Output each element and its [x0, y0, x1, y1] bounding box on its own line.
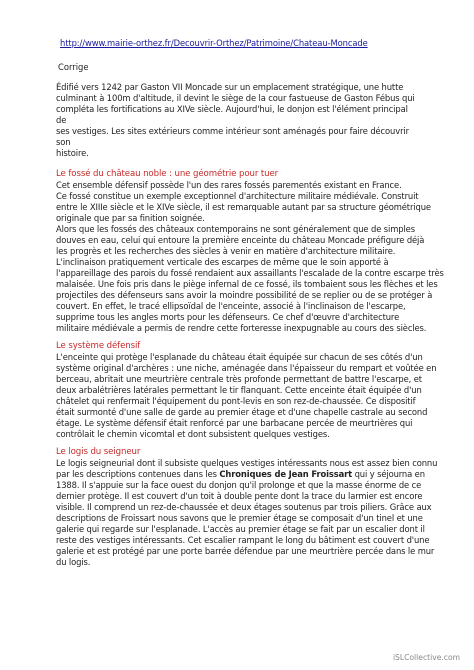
document-page: [56, 38, 444, 575]
section-heading: Le fossé du château noble : une géométrie pour tuer: [56, 169, 279, 179]
section-line: entre le XIIIe siècle et le XIVe siècle, il est remarquable autant par sa structure géométrique: [56, 202, 431, 212]
section-line: militaire médiévale a permis de rendre cette forteresse inexpugnable au cours des siècles.: [56, 323, 427, 333]
section-line: du logis.: [56, 557, 91, 567]
watermark-footer: iSLCollective.com: [392, 653, 460, 662]
section-line: Le logis seigneurial dont il subsiste quelques vestiges intéressants nous est assez bien connu: [56, 458, 438, 468]
line-text: qui y séjourna en: [352, 469, 425, 479]
section-line: deux arbalétrières latérales permettant le tir flanquant. Cette enceinte était équipée d'un: [56, 385, 422, 395]
section-line: les progrès et les recherches des siècles à venir en matière d'architecture militaire.: [56, 246, 396, 256]
section-line: descriptions de Froissart nous savons que le premier étage se composait d'un tinel et une: [56, 513, 423, 523]
section-line: 1388. Il s'appuie sur la face ouest du donjon qu'il prolonge et que la masse énorme de ce: [56, 480, 422, 490]
section-line: reste des vestiges intéressants. Cet escalier rampant le long du bâtiment est couvert d'une: [56, 535, 430, 545]
section-line: L'enceinte qui protège l'esplanade du château était équipée sur chacun de ses côtés d'un: [56, 352, 423, 362]
section-line: projectiles des défenseurs sans avoir la moindre possibilité de se replier ou de se protéger à: [56, 290, 433, 300]
section-fosse: [56, 169, 444, 334]
section-logis: [56, 447, 438, 568]
section-line: système original d'archères : une niche, aménagée dans l'épaisseur du rempart et voûtée en: [56, 363, 437, 373]
section-line: Cet ensemble défensif possède l'un des rares fossés parementés existant en France.: [56, 180, 402, 190]
section-heading: Le système défensif: [56, 341, 141, 351]
section-line: couvert. En effet, le tracé ellipsoïdal de l'enceinte, associé à l'inclinaison de l'escarpe,: [56, 301, 406, 311]
source-link[interactable]: http://www.mairie-orthez.fr/Decouvrir-Orthez/Patrimoine/Chateau-Moncade: [60, 38, 368, 48]
intro-line: ses vestiges. Les sites extérieurs comme intérieur sont aménagés pour faire découvrir son: [56, 126, 409, 147]
section-line: étage. Le système défensif était renforcé par une barbacane percée de meurtrières qui: [56, 418, 413, 428]
section-systeme: [56, 341, 437, 440]
section-line: supprime tous les angles morts pour les défenseurs. Ce chef d'œuvre d'architecture: [56, 312, 400, 322]
intro-line: Édifié vers 1242 par Gaston VII Moncade sur un emplacement stratégique, une hutte: [56, 82, 404, 92]
intro-line: histoire.: [56, 148, 89, 158]
section-line: berceau, abritait une meurtrière centrale très profonde permettant de battre l'escarpe, et: [56, 374, 422, 384]
section-line: galerie et est protégé par une porte barrée défendue par une meurtrière percée dans le mur: [56, 546, 435, 556]
section-line: galerie qui regarde sur l'esplanade. L'accès au premier étage se fait par un escalier dont il: [56, 524, 425, 534]
section-line: l'appareillage des parois du fossé rendaient aux assaillants l'escalade de la contre escarpe très: [56, 268, 444, 278]
section-line: dernier protège. Il est couvert d'un toit à double pente dont la trace du larmier est encore: [56, 491, 423, 501]
section-line: L'inclinaison pratiquement verticale des escarpes de même que le soin apporté à: [56, 257, 389, 267]
intro-line: compléta les fortifications au XIVe siècle. Aujourd'hui, le donjon est l'élément principal de: [56, 104, 408, 125]
section-heading: Le logis du seigneur: [56, 447, 141, 457]
line-text: par les descriptions contenues dans les: [56, 469, 220, 479]
book-title: Chroniques de Jean Froissart: [219, 469, 353, 479]
corrige-label: Corrige: [58, 62, 89, 72]
section-line: douves en eau, celui qui entoure la première enceinte du château Moncade préfigure déjà: [56, 235, 425, 245]
section-line: originale que par sa finition soignée.: [56, 213, 205, 223]
intro-line: culminant à 100m d'altitude, il devint le siège de la cour fastueuse de Gaston Fébus qui: [56, 93, 415, 103]
section-line: contrôlait le chemin vicomtal et dont subsistent quelques vestiges.: [56, 429, 330, 439]
section-line: visible. Il comprend un rez-de-chaussée et deux étages soutenus par trois piliers. Grâce aux: [56, 502, 432, 512]
intro-paragraph: [56, 82, 418, 159]
section-line: était surmonté d'une salle de garde au premier étage et d'une chapelle castrale au second: [56, 407, 428, 417]
section-line: Ce fossé constitue un exemple exceptionnel d'architecture militaire médiévale. Construit: [56, 191, 419, 201]
section-line-with-title: [56, 469, 425, 480]
section-line: Alors que les fossés des châteaux contemporains ne sont généralement que de simples: [56, 224, 415, 234]
section-line: malaisée. Une fois pris dans le piège infernal de ce fossé, ils tombaient sous les flèches et les: [56, 279, 438, 289]
section-line: châtelet qui renfermait l'équipement du pont-levis en son rez-de-chaussée. Ce dispositif: [56, 396, 416, 406]
